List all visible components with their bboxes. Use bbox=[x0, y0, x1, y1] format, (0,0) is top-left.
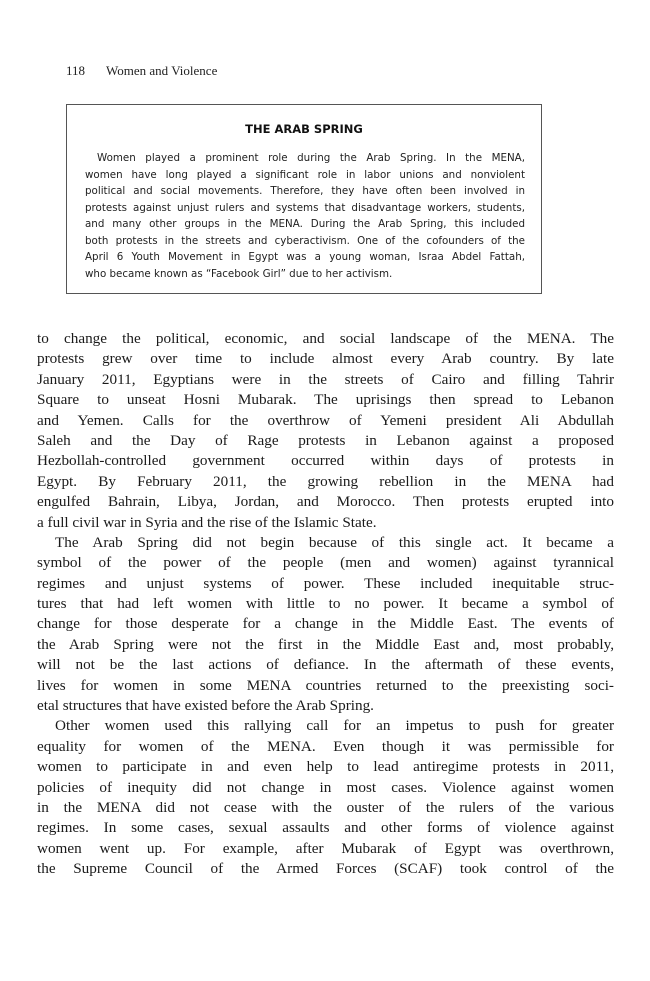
body-line: equality for women of the MENA. Even though it was permissible for bbox=[37, 737, 614, 755]
sidebar-line: and many other groups in the MENA. During the Arab Spring, this included bbox=[85, 218, 525, 230]
body-line: a full civil war in Syria and the rise of the Islamic State. bbox=[37, 513, 377, 531]
body-line: lives for women in some MENA countries returned to the preexisting soci- bbox=[37, 676, 614, 694]
body-line: January 2011, Egyptians were in the streets of Cairo and filling Tahrir bbox=[37, 370, 614, 388]
body-text bbox=[37, 329, 614, 880]
body-line: engulfed Bahrain, Libya, Jordan, and Morocco. Then protests erupted into bbox=[37, 493, 614, 511]
sidebar-line: Women played a prominent role during the Arab Spring. In the MENA, bbox=[97, 152, 525, 164]
body-line: symbol of the power of the people (men and women) against tyrannical bbox=[37, 554, 614, 572]
body-line: and Yemen. Calls for the overthrow of Yemeni president Ali Abdullah bbox=[37, 411, 614, 429]
sidebar-line: both protests in the streets and cyberactivism. One of the cofounders of the bbox=[85, 234, 525, 247]
sidebar-line: protests against unjust rulers and systems that disadvantage workers, students, bbox=[85, 201, 525, 214]
sidebar-line: political and social movements. Therefore, they have often been involved in bbox=[85, 185, 525, 197]
body-line: Hezbollah-controlled government occurred within days of protests in bbox=[37, 452, 614, 470]
body-line: Egypt. By February 2011, the growing rebellion in the MENA had bbox=[37, 472, 614, 490]
body-line: will not be the last actions of defiance. In the aftermath of these events, bbox=[37, 656, 614, 674]
page-number: 118 bbox=[66, 63, 86, 78]
running-head-title: Women and Violence bbox=[106, 63, 218, 78]
body-line: change for those desperate for a change in the Middle East. The events of bbox=[37, 615, 614, 633]
body-line: the Arab Spring were not the first in the Middle East and, most probably, bbox=[37, 635, 614, 653]
body-line: protests grew over time to include almost every Arab country. By late bbox=[37, 350, 614, 368]
body-line: the Supreme Council of the Armed Forces (SCAF) took control of the bbox=[37, 860, 614, 878]
sidebar-line: women have long played a significant role in labor unions and nonviolent bbox=[85, 168, 525, 181]
body-line: to change the political, economic, and social landscape of the MENA. The bbox=[37, 330, 614, 347]
body-line: in the MENA did not cease with the ouster of the rulers of the various bbox=[37, 798, 614, 816]
body-line: Square to unseat Hosni Mubarak. The uprisings then spread to Lebanon bbox=[37, 391, 614, 409]
body-line: Saleh and the Day of Rage protests in Lebanon against a proposed bbox=[37, 431, 614, 449]
sidebar-title: THE ARAB SPRING bbox=[245, 122, 363, 136]
body-line: women went up. For example, after Mubarak of Egypt was overthrown, bbox=[37, 839, 614, 857]
body-line: women to participate in and even help to lead antiregime protests in 2011, bbox=[37, 758, 614, 776]
sidebar-text bbox=[85, 150, 525, 282]
sidebar-line: April 6 Youth Movement in Egypt was a young woman, Israa Abdel Fattah, bbox=[85, 251, 525, 263]
body-line: policies of inequity did not change in most cases. Violence against women bbox=[37, 778, 614, 796]
sidebar-box bbox=[66, 104, 542, 294]
body-line: The Arab Spring did not begin because of this single act. It became a bbox=[55, 533, 614, 551]
body-line: regimes and unjust systems of power. These included inequitable struc- bbox=[37, 574, 614, 592]
body-line: Other women used this rallying call for an impetus to push for greater bbox=[55, 717, 614, 735]
body-line: etal structures that have existed before the Arab Spring. bbox=[37, 697, 374, 715]
sidebar-line: who became known as “Facebook Girl” due to her activism. bbox=[85, 267, 393, 280]
running-head bbox=[66, 63, 217, 79]
body-line: tures that had left women with little to no power. It became a symbol of bbox=[37, 595, 614, 613]
body-line: regimes. In some cases, sexual assaults and other forms of violence against bbox=[37, 819, 614, 837]
